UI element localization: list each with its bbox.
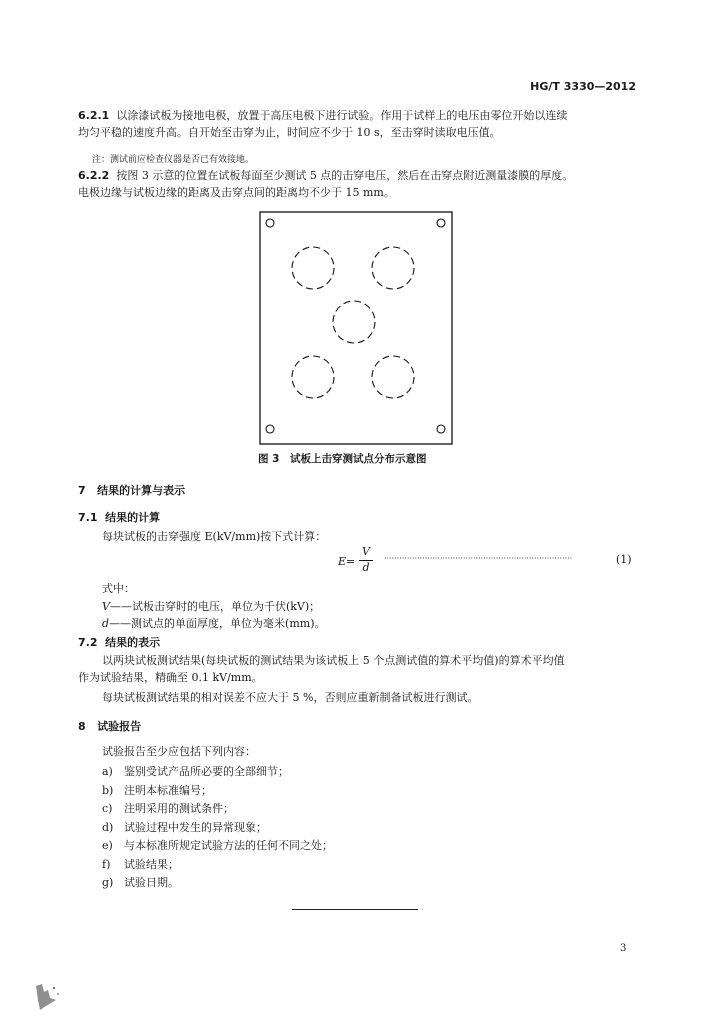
corner-hole (437, 219, 445, 227)
equation-number: (1) (616, 553, 632, 566)
list-text: 试验过程中发生的异常现象； (124, 821, 267, 834)
list-item (102, 874, 179, 891)
list-label: e) (102, 839, 113, 852)
list-label: f) (102, 858, 111, 871)
equation-leader-dots: ·········································································· (384, 554, 573, 563)
list-label: d) (102, 821, 114, 834)
clause-text: 均匀平稳的速度升高。自开始至击穿为止，时间应不少于 10 s，至击穿时读取电压值。 (78, 126, 501, 139)
list-label: a) (102, 765, 113, 778)
list-label: g) (102, 876, 114, 889)
variable-symbol: d (102, 617, 110, 630)
list-item (102, 837, 333, 854)
section-number: 7.1 (78, 511, 98, 524)
error-paragraph: 每块试板测试结果的相对误差不应大于 5 %，否则应重新制备试板进行测试。 (102, 691, 479, 704)
list-item (102, 856, 179, 873)
formula-intro: 每块试板的击穿强度 E(kV/mm)按下式计算： (102, 530, 327, 543)
clause-text: 以涂漆试板为接地电极，放置于高压电极下进行试验。作用于试样上的电压由零位开始以连续 (116, 109, 568, 122)
test-point (292, 356, 334, 398)
corner-hole (437, 425, 445, 433)
list-text: 鉴别受试产品所必要的全部细节； (124, 765, 289, 778)
test-point (333, 301, 375, 343)
list-item (102, 763, 289, 780)
report-intro: 试验报告至少应包括下列内容： (102, 745, 256, 758)
page-number: 3 (620, 943, 627, 954)
variable-symbol: V (102, 600, 110, 613)
clause-text: 按图 3 示意的位置在试板每面至少测试 5 点的击穿电压，然后在击穿点附近测量漆膜的厚度。 (116, 169, 574, 182)
variable-v (102, 598, 320, 615)
corner-hole (266, 219, 274, 227)
note: 注：测试前应检查仪器是否已有效接地。 (92, 155, 255, 165)
list-text: 注明本标准编号； (124, 784, 212, 797)
section-title: 结果的表示 (105, 636, 161, 649)
section-number: 7 (78, 484, 86, 497)
panel-outline (260, 212, 452, 444)
section-8-heading (78, 718, 141, 734)
standard-number: HG/T 3330—2012 (530, 80, 636, 93)
section-7-2-heading (78, 634, 160, 650)
section-title: 结果的计算 (105, 511, 161, 524)
list-item (102, 782, 212, 799)
where-label: 式中： (102, 582, 135, 595)
section-7-1-heading (78, 509, 160, 525)
list-text: 试验日期。 (124, 876, 179, 889)
section-title: 结果的计算与表示 (97, 484, 186, 497)
end-rule (292, 909, 418, 910)
section-7-heading (78, 482, 185, 498)
clause-text: 电极边缘与试板边缘的距离及击穿点间的距离均不少于 15 mm。 (78, 186, 395, 199)
paragraph-line: 以两块试板测试结果(每块试板的测试结果为该试板上 5 个点测试值的算术平均值)的算术平均值 (102, 654, 565, 667)
eq-numerator: V (362, 545, 370, 558)
variable-d (102, 615, 326, 632)
list-label: b) (102, 784, 114, 797)
test-point (372, 247, 414, 289)
section-number: 7.2 (78, 636, 98, 649)
clause-6-2-2 (78, 167, 658, 201)
test-point (372, 356, 414, 398)
test-point (292, 247, 334, 289)
list-text: 与本标准所规定试验方法的任何不同之处； (124, 839, 333, 852)
corner-hole (266, 425, 274, 433)
clause-number: 6.2.1 (78, 109, 110, 122)
clause-number: 6.2.2 (78, 169, 110, 182)
list-text: 试验结果； (124, 858, 179, 871)
section-number: 8 (78, 720, 86, 733)
variable-definition: ——测试点的单面厚度，单位为毫米(mm)。 (109, 617, 326, 630)
list-text: 注明采用的测试条件； (124, 802, 234, 815)
test-panel-figure (258, 210, 454, 446)
eq-denominator: d (362, 561, 370, 574)
list-item (102, 819, 267, 836)
list-label: c) (102, 802, 113, 815)
section-title: 试验报告 (97, 720, 142, 733)
variable-definition: ——试板击穿时的电压，单位为千伏(kV)； (109, 600, 321, 613)
clause-6-2-1 (78, 107, 658, 141)
list-item (102, 800, 234, 817)
eq-lhs: E= (338, 555, 356, 568)
paragraph-line: 作为试验结果，精确至 0.1 kV/mm。 (78, 671, 263, 684)
scan-artifact (34, 982, 64, 1012)
figure-caption: 图 3 试板上击穿测试点分布示意图 (258, 453, 427, 465)
result-paragraph (78, 652, 658, 686)
